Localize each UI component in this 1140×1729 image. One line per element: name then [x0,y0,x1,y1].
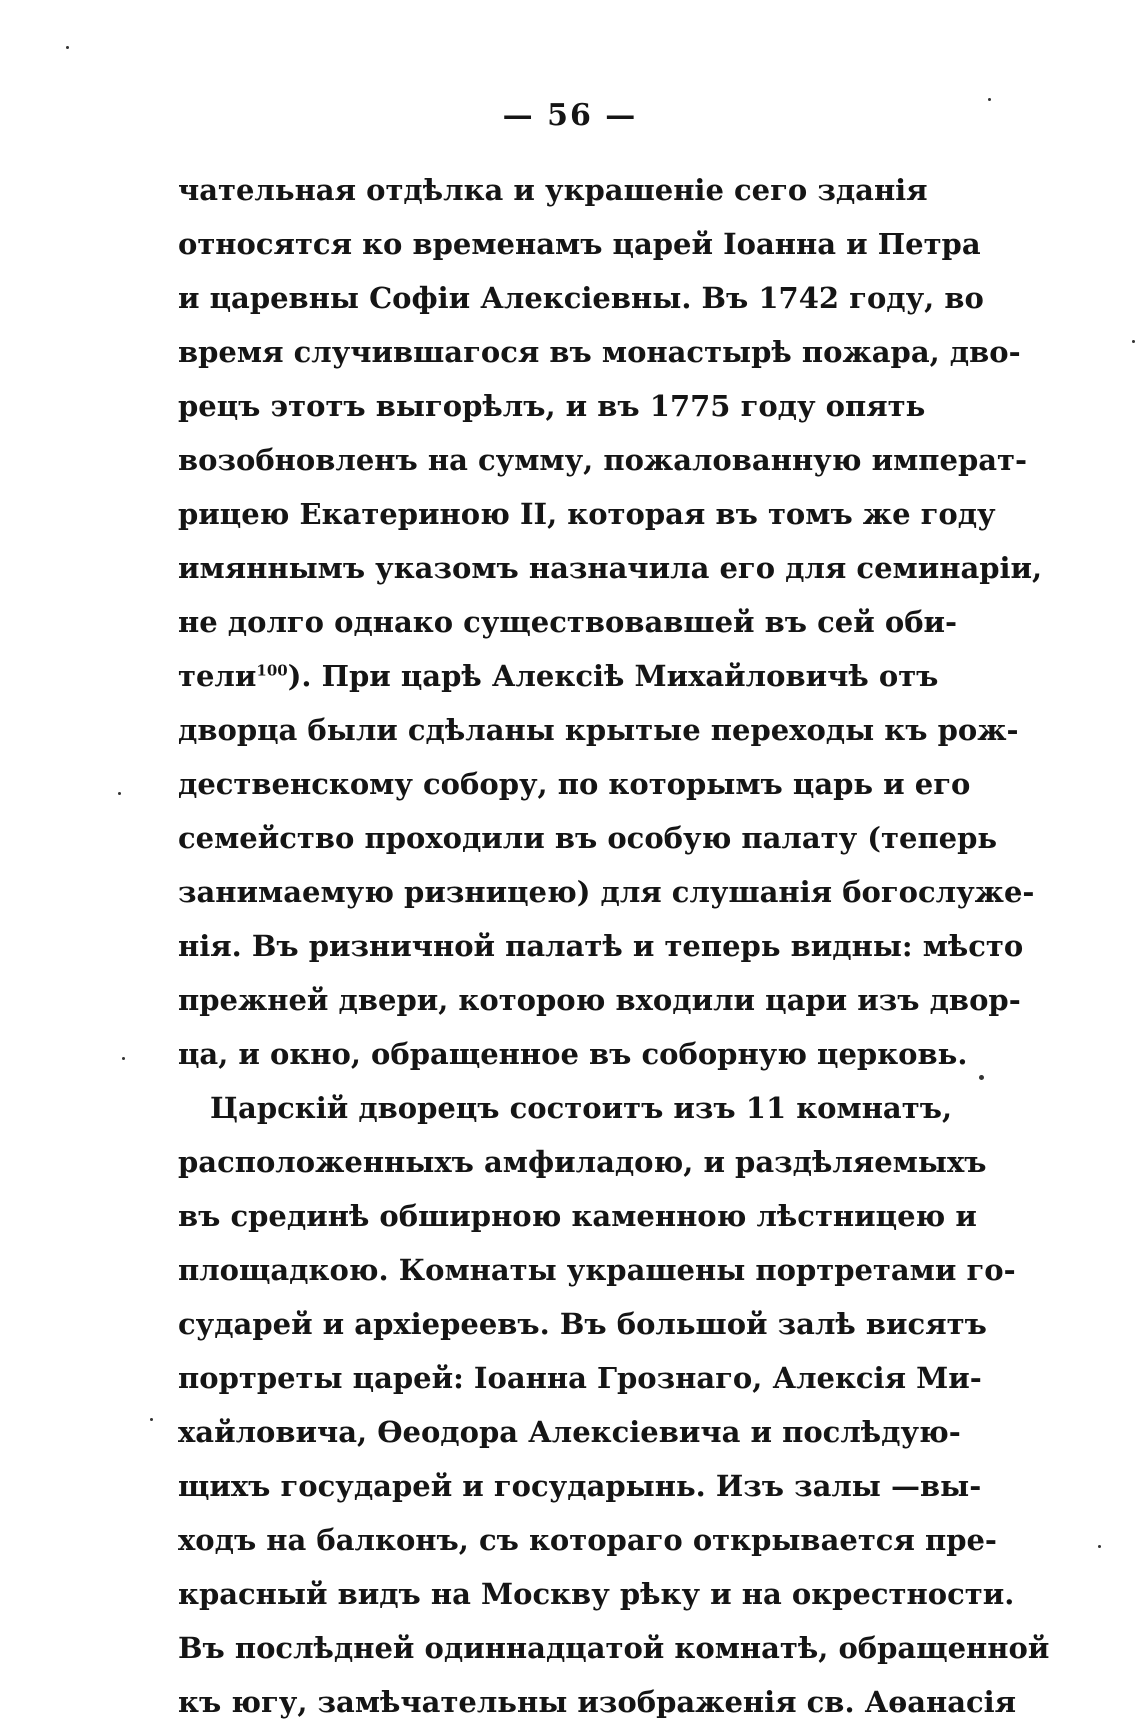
scan-speck [66,46,69,49]
text-line: ца, и окно, обращенное въ соборную церковь. [178,1037,968,1071]
text-line: нія. Въ ризничной палатѣ и теперь видны: мѣсто [178,929,1024,963]
text-line: занимаемую ризницею) для слушанія богослуже- [178,875,1035,909]
text-line: чательная отдѣлка и украшеніе сего зданія [178,173,928,207]
scan-speck [150,1418,153,1421]
scan-speck [1098,1545,1101,1548]
text-line: щихъ государей и государынь. Изъ залы —вы- [178,1469,982,1503]
body-text [178,163,1050,1729]
text-line: рецъ этотъ выгорѣлъ, и въ 1775 году опять [178,389,926,423]
text-line: портреты царей: Іоанна Грознаго, Алексія Ми- [178,1361,982,1395]
text-fragment: ). При царѣ Алексіѣ Михайловичѣ отъ [287,659,939,693]
scan-speck [118,792,121,795]
text-line: прежней двери, которою входили цари изъ двор- [178,983,1021,1017]
text-line: Въ послѣдней одиннадцатой комнатѣ, обращенной [178,1631,1050,1665]
text-line: красный видъ на Москву рѣку и на окрестности. [178,1577,1015,1611]
scan-speck [1132,340,1135,343]
text-line: расположенныхъ амфиладою, и раздѣляемыхъ [178,1145,987,1179]
text-line: имяннымъ указомъ назначила его для семинаріи, [178,551,1043,585]
text-line: относятся ко временамъ царей Іоанна и Петра [178,227,981,261]
text-line: семейство проходили въ особую палату (теперь [178,821,998,855]
scan-speck [979,1075,984,1080]
text-line: дворца были сдѣланы крытые переходы къ рож- [178,713,1019,747]
text-line: въ срединѣ обширною каменною лѣстницею и [178,1199,977,1233]
text-line: ходъ на балконъ, съ котораго открывается пре- [178,1523,997,1557]
text-line: сударей и архіереевъ. Въ большой залѣ висятъ [178,1307,987,1341]
text-line: къ югу, замѣчательны изображенія св. Аѳанасія [178,1685,1017,1719]
text-line: не долго однако существовавшей въ сей оби- [178,605,958,639]
footnote-reference[interactable]: 100 [256,661,288,680]
scan-speck [122,1057,125,1060]
text-fragment: тели [178,659,257,693]
scan-speck [988,98,991,101]
text-line: площадкою. Комнаты украшены портретами го- [178,1253,1016,1287]
text-line: рицею Екатериною II, которая въ томъ же году [178,497,996,531]
text-line-with-footnote [178,649,939,703]
text-line: и царевны Софіи Алексіевны. Въ 1742 году, во [178,281,984,315]
text-line: хайловича, Ѳеодора Алексіевича и послѣдую- [178,1415,961,1449]
text-line: дественскому собору, по которымъ царь и его [178,767,971,801]
text-line: время случившагося въ монастырѣ пожара, дво- [178,335,1021,369]
text-line: возобновленъ на сумму, пожалованную императ- [178,443,1028,477]
paragraph-first-line: Царскій дворецъ состоитъ изъ 11 комнатъ, [210,1091,953,1125]
page-number: — 56 — [502,98,638,133]
